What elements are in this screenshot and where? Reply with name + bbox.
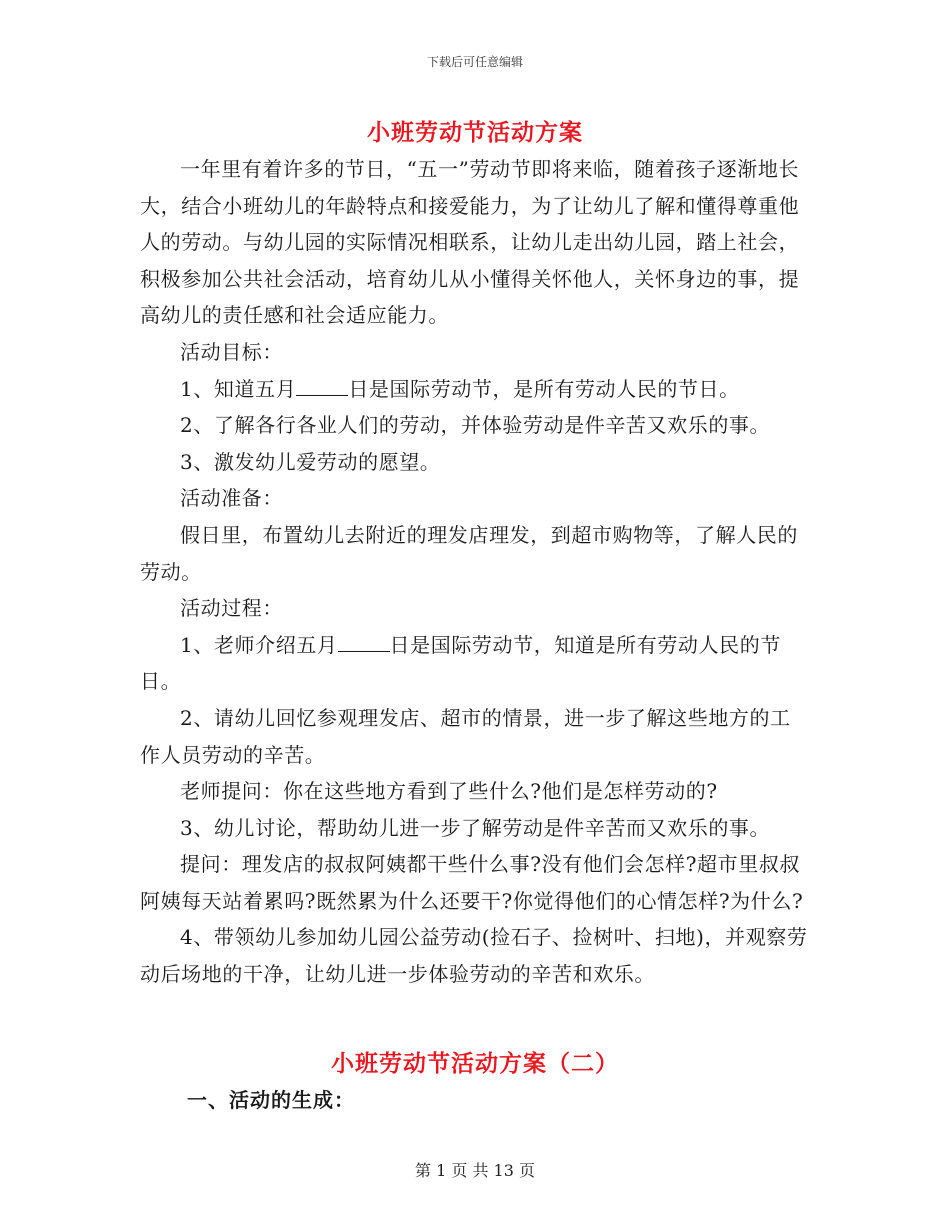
fill-blank (338, 633, 390, 652)
goal-item-2: 2、了解各行各业人们的劳动，并体验劳动是件辛苦又欢乐的事。 (180, 413, 771, 438)
step-1-prefix: 1、老师介绍五月 (180, 632, 338, 657)
goal-item-1 (140, 371, 810, 408)
process-heading: 活动过程： (180, 596, 283, 621)
step-item-3: 3、幼儿讨论，帮助幼儿进一步了解劳动是件辛苦而又欢乐的事。 (180, 815, 771, 840)
step-item-4: 4、带领幼儿参加幼儿园公益劳动(捡石子、捡树叶、扫地)，并观察劳动后场地的干净，让幼儿进一步体验劳动的辛苦和欢乐。 (140, 925, 808, 987)
goal-1-suffix: 日是国际劳动节，是所有劳动人民的节日。 (348, 376, 740, 401)
intro-paragraph: 一年里有着许多的节日，“五一”劳动节即将来临，随着孩子逐渐地长大，结合小班幼儿的年龄特点和接爱能力，为了让幼儿了解和懂得尊重他人的劳动。与幼儿园的实际情况相联系，让幼儿走出幼儿园，踏上社会，积极参加公共社会活动，培育幼儿从小懂得关怀他人，关怀身边的事，提高幼儿的责任感和社会适应能力。 (140, 157, 800, 328)
goal-item-3: 3、激发幼儿爱劳动的愿望。 (180, 449, 441, 474)
page-footer: 第 1 页 共 13 页 (415, 1161, 535, 1180)
teacher-question: 老师提问：你在这些地方看到了些什么?他们是怎样劳动的? (180, 779, 718, 804)
step-1-suffix: 日是国际劳动节，知道是所有劳动人民的节日。 (140, 632, 781, 694)
question-paragraph: 提问：理发店的叔叔阿姨都干些什么事?没有他们会怎样?超市里叔叔阿姨每天站着累吗?既然累为什么还要干?你觉得他们的心情怎样?为什么? (140, 852, 804, 913)
prep-paragraph: 假日里，布置幼儿去附近的理发店理发，到超市购物等，了解人民的劳动。 (140, 522, 798, 584)
document-title-2: 小班劳动节活动方案（二） (331, 1050, 619, 1077)
step-item-1 (140, 627, 810, 700)
step-item-2: 2、请幼儿回忆参观理发店、超市的情景，进一步了解这些地方的工作人员劳动的辛苦。 (140, 705, 791, 767)
document-body (140, 151, 810, 993)
header-note: 下载后可任意编辑 (426, 55, 523, 69)
goal-heading: 活动目标： (180, 339, 283, 364)
section-heading: 一、活动的生成： (187, 1088, 355, 1112)
document-title: 小班劳动节活动方案 (367, 119, 583, 146)
fill-blank (296, 377, 348, 396)
prep-heading: 活动准备： (180, 486, 283, 511)
goal-1-prefix: 1、知道五月 (180, 376, 297, 401)
